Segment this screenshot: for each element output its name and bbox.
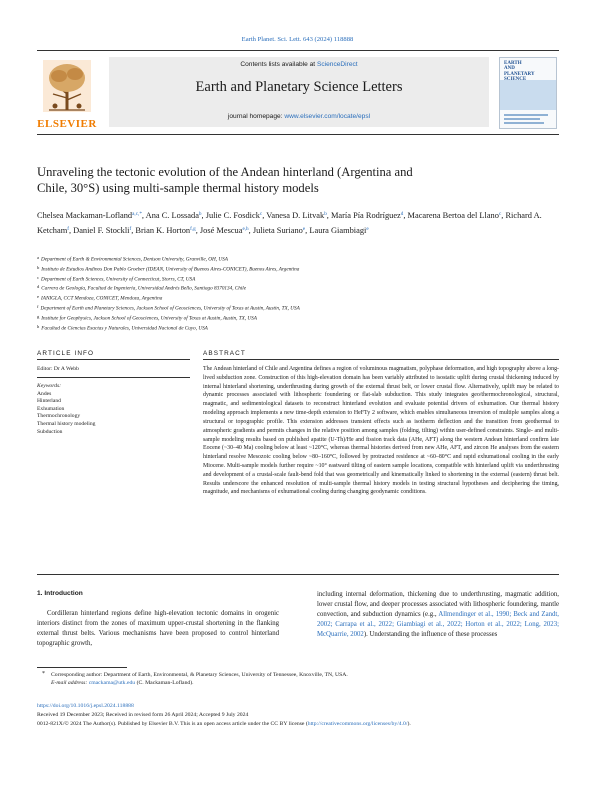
author-name: Julie C. Fosdick bbox=[205, 211, 260, 220]
author[interactable] bbox=[146, 211, 202, 220]
homepage-prefix: journal homepage: bbox=[227, 113, 285, 120]
article-title bbox=[37, 164, 559, 196]
journal-info-box bbox=[109, 57, 489, 127]
journal-homepage-line bbox=[109, 113, 489, 120]
corresponding-author: Corresponding author: Department of Earth, Environmental, & Planetary Sciences, University of Tennessee, Knoxville, TN, USA. bbox=[51, 672, 348, 678]
journal-header bbox=[37, 50, 559, 136]
abstract-heading: ABSTRACT bbox=[203, 350, 246, 357]
article-info-rule bbox=[37, 359, 190, 360]
affiliation bbox=[37, 283, 559, 293]
affiliation-label: h bbox=[37, 323, 40, 329]
author[interactable] bbox=[206, 211, 263, 220]
affiliation bbox=[37, 254, 559, 264]
author-affiliation-marker[interactable]: e bbox=[302, 225, 306, 232]
abstract-text: The Andean hinterland of Chile and Argentina defines a region of voluminous magmatism, polyphase deformation, and high topography above a long-lived subduction zone. Construction of this high-elevation domain has been variably attributed to isostatic uplift during crustal thickening induced by internal hinterland shortening, underthrusting during growth of the external thrust belt, or lower crustal flow. Alternatively, uplift may be related to dynamic processes associated with lithospheric foundering or flat-slab subduction. This study integrates geo/thermochronological, structural, magmatic, and sedimentological datasets to reconstruct hinterland evolution and evaluate potential drivers of exhumation. Our thermal history modeling approach implements a new time-depth extension to HeFTy 2 software, which enables simultaneous inversion of multiple samples along a structural or topographic profile. This extension addresses transient effects such as isotherm deflection and the transition from geothermal to atmospheric gradients and permits changes in the relative position among samples (folding, tilting) within user-defined constraints. Single- and multi-sample modeling results based on published apatite (U-Th)/He and fission track data (AHe, AFT) along the western Andean hinterland confirm late Eocene (~30–40 Ma) cooling below at least ~120°C, whereas thermal histories derived from new AHe, AFT, and zircon He analyses from the eastern hinterland resolve Mesozoic cooling below ~80–160°C, followed by protracted residence at ~60–80°C and rapid exhumational cooling in the early Miocene. Multi-sample models further require ~10° eastward tilting of eastern sample locations, compatible with hinterland uplift via underthrusting and development of a crustal-scale fault-bend fold that was geometrically and kinematically linked to shortening in the external (eastern) thrust belt. Results underscore the enhanced resolution of multi-sample thermal history models in testing structural hypotheses and deciphering the timing, magnitude, and mechanisms of exhumational cooling during changing geodynamic conditions. bbox=[203, 366, 559, 496]
author-name: Daniel F. Stockli bbox=[73, 225, 130, 235]
author-name: Vanesa D. Litvak bbox=[266, 211, 325, 220]
keyword: Thermal history modeling bbox=[37, 420, 96, 427]
cover-text-line bbox=[504, 114, 548, 116]
keyword: Exhumation bbox=[37, 405, 65, 412]
affiliation bbox=[37, 323, 559, 333]
author-name: Ana C. Lossada bbox=[145, 211, 199, 220]
introduction-paragraph: Cordilleran hinterland regions define high-elevation tectonic domains in orogenic interiors distinct from the zones of maximum upper-crustal shortening in the flanking external thrust belts. Various mechanisms have been proposed to control hinterland topographic growth, bbox=[37, 610, 279, 647]
cover-image-band bbox=[500, 80, 557, 110]
affiliation-text: Facultad de Ciencias Exactas y Naturales, Universidad Nacional de Cuyo, USA bbox=[41, 325, 208, 332]
footnote bbox=[51, 671, 559, 688]
author-affiliation-marker[interactable]: f bbox=[67, 225, 69, 232]
abstract-bottom-rule bbox=[37, 574, 559, 575]
author-affiliation-marker[interactable]: e,h bbox=[242, 225, 249, 232]
cover-text-line bbox=[504, 122, 544, 124]
article-info-heading: ARTICLE INFO bbox=[37, 350, 95, 357]
affiliation bbox=[37, 303, 559, 313]
journal-citation-link[interactable]: Earth Planet. Sci. Lett. 643 (2024) 118888 bbox=[241, 36, 354, 43]
keyword: Andes bbox=[37, 390, 52, 397]
affiliation-label: g bbox=[37, 313, 40, 319]
affiliation-label: c bbox=[37, 274, 40, 280]
email-link[interactable]: cmackama@utk.edu bbox=[88, 680, 136, 687]
author-name: Macarena Bertoa del Llano bbox=[407, 211, 499, 220]
affiliation-label: b bbox=[37, 264, 40, 270]
author-affiliation-marker[interactable]: b bbox=[198, 211, 202, 217]
author[interactable] bbox=[135, 226, 195, 235]
header-top-rule bbox=[37, 50, 559, 51]
introduction-text: including internal deformation, thickening due to underthrusting, magmatic addition, lower crustal flow, and deeper processes associated with lithospheric foundering, mantle convection, and subduction dynamics (e.g., bbox=[317, 591, 559, 618]
editor-line: Editor: Dr A Webb bbox=[37, 366, 79, 372]
cover-title-line: PLANETARY bbox=[504, 71, 535, 77]
license-prefix: 0012-821X/© 2024 The Author(s). Published by Elsevier B.V. This is an open access article under the CC BY license ( bbox=[37, 720, 308, 727]
author-affiliation-marker[interactable]: b bbox=[324, 211, 327, 217]
contents-available-line bbox=[109, 61, 489, 68]
author[interactable] bbox=[253, 226, 305, 235]
elsevier-wordmark: ELSEVIER bbox=[37, 118, 97, 130]
article-bottom-info bbox=[37, 702, 559, 729]
received-dates: Received 19 December 2023; Received in revised form 26 April 2024; Accepted 9 July 2024 bbox=[37, 711, 249, 718]
author[interactable] bbox=[331, 211, 403, 220]
author-affiliation-marker[interactable]: a,c,* bbox=[132, 211, 142, 217]
affiliation-text: Department of Earth & Environmental Sciences, Denison University, Granville, OH, USA bbox=[41, 256, 228, 263]
author[interactable] bbox=[408, 211, 502, 220]
keywords-label: Keywords: bbox=[37, 383, 62, 389]
journal-homepage-link[interactable]: www.elsevier.com/locate/epsl bbox=[284, 113, 371, 120]
sciencedirect-link[interactable]: ScienceDirect bbox=[316, 61, 358, 68]
affiliation-label: d bbox=[37, 284, 40, 290]
author[interactable] bbox=[37, 211, 142, 220]
keywords-block bbox=[37, 383, 95, 436]
affiliation-text: Institute for Geophysics, Jackson School of Geosciences, University of Texas at Austin, Austin, TX, USA bbox=[41, 315, 257, 322]
affiliation bbox=[37, 293, 559, 303]
author-affiliation-marker[interactable]: e bbox=[366, 225, 369, 232]
introduction-text-tail: ). Understanding the influence of these processes bbox=[363, 631, 498, 638]
author[interactable] bbox=[309, 226, 368, 235]
affiliation bbox=[37, 313, 559, 323]
affiliation bbox=[37, 264, 559, 274]
header-bottom-rule bbox=[37, 134, 559, 135]
journal-cover-thumbnail[interactable] bbox=[499, 57, 557, 129]
email-label: E-mail address: bbox=[51, 680, 89, 687]
introduction-column-1 bbox=[37, 589, 279, 649]
footnote-mark: * bbox=[42, 671, 45, 677]
cover-text-line bbox=[504, 118, 540, 120]
license-line bbox=[37, 720, 559, 729]
author[interactable] bbox=[266, 211, 327, 220]
author-name: Richard A. Ketcham bbox=[37, 211, 542, 235]
keyword: Thermochronology bbox=[37, 413, 81, 420]
author-affiliation-marker[interactable]: d bbox=[400, 211, 404, 217]
keyword: Subduction bbox=[37, 428, 63, 435]
author-name: Julieta Suriano bbox=[252, 225, 303, 235]
affiliation-text: IANIGLA, CCT Mendoza, CONICET, Mendoza, Argentina bbox=[41, 295, 163, 302]
email-tail: (C. Mackaman-Lofland). bbox=[135, 680, 194, 687]
author[interactable] bbox=[200, 226, 249, 235]
author-name: María Pía Rodríguez bbox=[330, 211, 401, 220]
author-affiliation-marker[interactable]: c bbox=[498, 211, 502, 217]
contents-prefix: Contents lists available at bbox=[240, 61, 317, 68]
affiliation-text: Department of Earth and Planetary Sciences, Jackson School of Geosciences, University of Texas at Austin, Austin, TX, USA bbox=[40, 305, 300, 312]
title-line: Chile, 30°S) using multi-sample thermal history models bbox=[37, 181, 319, 195]
elsevier-tree-icon bbox=[43, 60, 91, 112]
email-line bbox=[51, 679, 559, 687]
author-affiliation-marker[interactable]: f,g bbox=[190, 225, 196, 232]
elsevier-logo[interactable] bbox=[37, 56, 97, 132]
keywords-list bbox=[37, 391, 95, 437]
editor-rule bbox=[37, 377, 190, 378]
author-affiliation-marker[interactable]: c bbox=[259, 211, 263, 217]
affiliation-text: Instituto de Estudios Andinos Don Pablo Groeber (IDEAN, University of Buenos Aires-CONICET), Buenos Aires, Argentina bbox=[41, 266, 300, 273]
author-name: Brian K. Horton bbox=[135, 225, 191, 235]
affiliation-label: e bbox=[37, 294, 40, 300]
title-line: Unraveling the tectonic evolution of the Andean hinterland (Argentina and bbox=[37, 165, 413, 179]
abstract-rule bbox=[203, 359, 559, 360]
cover-title-line: AND bbox=[504, 66, 515, 72]
affiliation-list bbox=[37, 254, 559, 332]
author-name: Laura Giambiagi bbox=[309, 225, 367, 235]
cover-title-line: EARTH bbox=[504, 61, 522, 66]
affiliation-text: Carrera de Geología, Facultad de Ingeniería, Universidad Andrés Bello, Santiago 8370134, Chile bbox=[41, 285, 247, 292]
introduction-column-2 bbox=[317, 590, 559, 640]
reference-links[interactable]: Allmendinger et al., 1990; Beck and Zandt, 2002; Carrapa et al., 2022; Giambiagi et al., 2022; Horton et al., 2022; Long, 2023; McQuarrie, 2002 bbox=[317, 611, 559, 638]
author-name: Chelsea Mackaman-Lofland bbox=[37, 211, 133, 220]
license-link[interactable]: http://creativecommons.org/licenses/by/4.0/ bbox=[307, 720, 408, 727]
journal-name: Earth and Planetary Science Letters bbox=[195, 79, 403, 95]
introduction-heading: 1. Introduction bbox=[37, 590, 83, 597]
author-affiliation-marker[interactable]: f bbox=[129, 225, 132, 232]
affiliation-label: a bbox=[37, 255, 40, 260]
author-list: Chelsea Mackaman-Lofland$^{a,c,*}$, Ana C. Lossada$^b$, Julie C. Fosdick$^c$, Vanesa D. Litvak$^b$, María Pía Rodríguez$^d$, Macarena Bertoa del Llano$^c$, Richard A. Ketcham$^f$, Daniel F. Stockli$^f$, Brian K. Horton$^{f,g}$, José Mescua$^{e,h}$, Julieta Suriano$^e$, Laura Giambiagi$^e$ bbox=[37, 211, 542, 235]
doi-link[interactable]: https://doi.org/10.1016/j.epsl.2024.118888 bbox=[37, 703, 134, 709]
footnote-rule bbox=[37, 667, 127, 668]
license-tail: ). bbox=[407, 720, 411, 727]
author[interactable] bbox=[73, 226, 131, 235]
affiliation-text: Department of Earth Sciences, University of Connecticut, Storrs, CT, USA bbox=[41, 276, 196, 283]
keyword: Hinterland bbox=[37, 398, 61, 405]
affiliation bbox=[37, 274, 559, 284]
author-name: José Mescua bbox=[199, 225, 243, 235]
affiliation-label: f bbox=[37, 303, 39, 309]
